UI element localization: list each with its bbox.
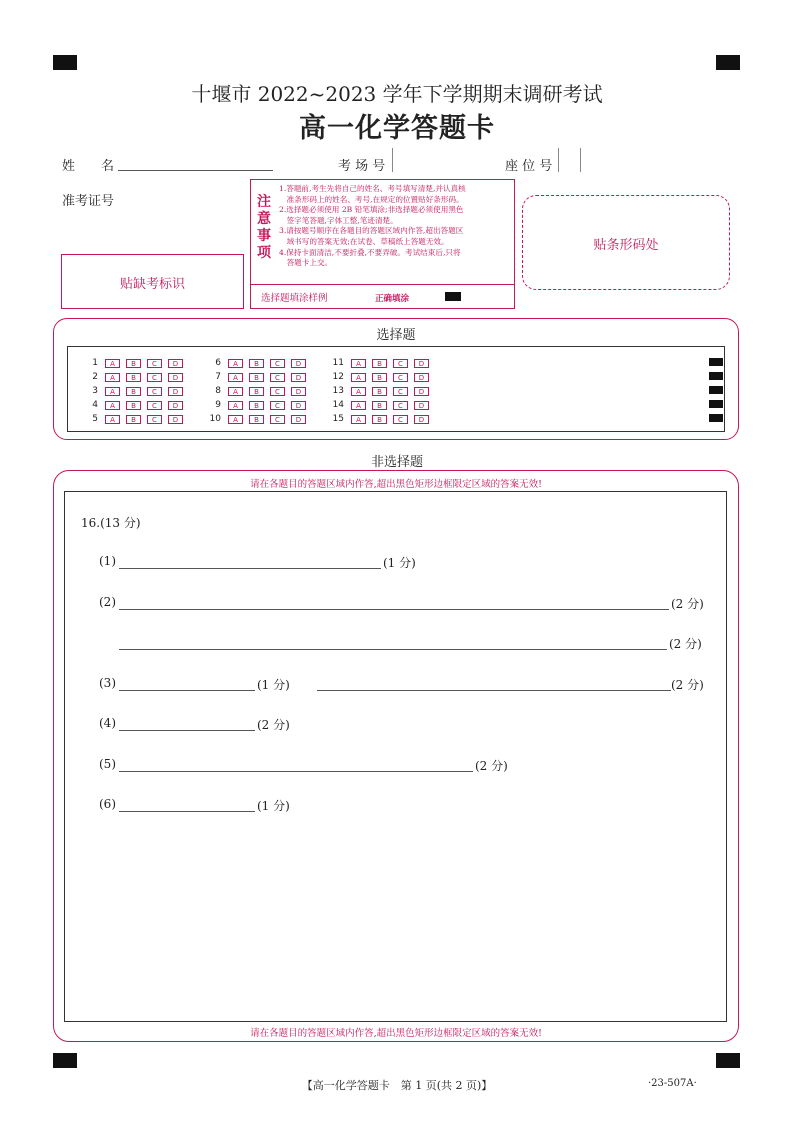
name-label: 姓 名: [62, 159, 115, 174]
option-bubble-b[interactable]: B: [126, 373, 141, 382]
notice-line: 答题卡上交。: [279, 258, 333, 268]
answer-line-6[interactable]: [119, 811, 255, 812]
timing-mark: [709, 358, 723, 366]
part-6-score: (1 分): [257, 799, 290, 813]
question-number: 3: [92, 386, 98, 396]
part-1-label: (1): [99, 554, 116, 568]
option-bubble-c[interactable]: C: [270, 387, 285, 396]
option-bubble-c[interactable]: C: [393, 415, 408, 424]
option-bubble-c[interactable]: C: [270, 415, 285, 424]
part-5-label: (5): [99, 757, 116, 771]
option-bubble-d[interactable]: D: [291, 359, 306, 368]
option-bubble-c[interactable]: C: [270, 401, 285, 410]
notice-char-3: 事: [257, 228, 271, 244]
question-number: 5: [92, 414, 98, 424]
option-bubble-c[interactable]: C: [393, 373, 408, 382]
nonchoice-section-title: 非选择题: [370, 455, 423, 470]
option-bubble-a[interactable]: A: [351, 387, 366, 396]
timing-mark: [709, 414, 723, 422]
option-bubble-c[interactable]: C: [147, 415, 162, 424]
question-number: 14: [332, 400, 344, 410]
option-bubble-c[interactable]: C: [147, 387, 162, 396]
question-number: 11: [332, 358, 344, 368]
question-number: 1: [92, 358, 98, 368]
answer-card-title: 高一化学答题卡: [299, 113, 495, 144]
option-bubble-d[interactable]: D: [291, 415, 306, 424]
part-3-score-b: (2 分): [671, 678, 704, 692]
option-bubble-d[interactable]: D: [291, 373, 306, 382]
room-number-label: 考 场 号: [338, 159, 386, 174]
page-footer: 【高一化学答题卡 第 1 页(共 2 页)】: [301, 1079, 493, 1092]
part-2-label: (2): [99, 595, 116, 609]
option-bubble-b[interactable]: B: [249, 387, 264, 396]
paper-code: ·23-507A·: [648, 1078, 697, 1089]
notice-line: 签字笔答题,字体工整,笔迹清楚。: [279, 215, 398, 225]
choice-section: [53, 318, 739, 440]
option-bubble-b[interactable]: B: [126, 359, 141, 368]
corner-mark-bottom-left: [53, 1053, 77, 1068]
option-bubble-d[interactable]: D: [414, 415, 429, 424]
notice-char-4: 项: [257, 245, 271, 261]
question-number: 15: [332, 414, 344, 424]
option-bubble-c[interactable]: C: [147, 359, 162, 368]
room-number-field[interactable]: [392, 148, 393, 172]
option-bubble-c[interactable]: C: [393, 401, 408, 410]
option-bubble-b[interactable]: B: [126, 401, 141, 410]
option-bubble-d[interactable]: D: [168, 415, 183, 424]
question-number: 2: [92, 372, 98, 382]
option-bubble-d[interactable]: D: [414, 401, 429, 410]
option-bubble-a[interactable]: A: [351, 415, 366, 424]
option-bubble-a[interactable]: A: [351, 359, 366, 368]
choice-section-title: 选择题: [376, 328, 416, 343]
notice-line: 准条形码上的姓名、考号,在规定的位置贴好条形码。: [279, 194, 464, 204]
option-bubble-a[interactable]: A: [351, 373, 366, 382]
part-3-label: (3): [99, 676, 116, 690]
part-1-score: (1 分): [383, 556, 416, 570]
part-2-score-b: (2 分): [669, 637, 702, 651]
seat-number-field[interactable]: [558, 148, 559, 172]
notice-line: 4.保持卡面清洁,不要折叠,不要弄破。考试结束后,只将: [279, 247, 461, 257]
question-number: 10: [209, 414, 221, 424]
notice-line: 2.选择题必须使用 2B 铅笔填涂;非选择题必须使用黑色: [279, 205, 464, 215]
notice-line: 域书写的答案无效;在试卷、草稿纸上答题无效。: [279, 236, 449, 246]
option-bubble-c[interactable]: C: [393, 359, 408, 368]
question-number: 6: [215, 358, 221, 368]
option-bubble-b[interactable]: B: [249, 359, 264, 368]
option-bubble-a[interactable]: A: [351, 401, 366, 410]
option-bubble-d[interactable]: D: [168, 401, 183, 410]
option-bubble-c[interactable]: C: [270, 359, 285, 368]
option-bubble-d[interactable]: D: [291, 401, 306, 410]
answer-area-warning-top: 请在各题目的答题区域内作答,超出黑色矩形边框限定区域的答案无效!: [250, 479, 542, 490]
option-bubble-b[interactable]: B: [372, 373, 387, 382]
notice-line: 1.答题前,考生先将自己的姓名、考号填写清楚,并认真核: [279, 184, 466, 193]
notice-divider: [251, 284, 514, 285]
timing-mark: [709, 400, 723, 408]
missing-exam-sticker-box: [61, 254, 244, 309]
part-6-label: (6): [99, 797, 116, 811]
notice-line: 3.请按题号顺序在各题目的答题区域内作答,超出答题区: [279, 226, 464, 236]
part-4-label: (4): [99, 716, 116, 730]
option-bubble-b[interactable]: B: [249, 373, 264, 382]
answer-area-16: [64, 491, 727, 1022]
option-bubble-c[interactable]: C: [147, 373, 162, 382]
barcode-sticker-box: [522, 195, 730, 290]
option-bubble-d[interactable]: D: [414, 359, 429, 368]
question-number: 4: [92, 400, 98, 410]
answer-area-warning-bottom: 请在各题目的答题区域内作答,超出黑色矩形边框限定区域的答案无效!: [250, 1028, 542, 1039]
option-bubble-b[interactable]: B: [372, 387, 387, 396]
question-number: 13: [332, 386, 344, 396]
option-bubble-b[interactable]: B: [126, 387, 141, 396]
notice-heading: [257, 194, 273, 262]
option-bubble-a[interactable]: A: [105, 387, 120, 396]
option-bubble-b[interactable]: B: [372, 415, 387, 424]
fill-sample-label: 选择题填涂样例: [261, 293, 328, 304]
part-4-score: (2 分): [257, 718, 290, 732]
notice-box: [250, 179, 515, 309]
answer-line-2b[interactable]: [119, 649, 667, 650]
answer-line-2a[interactable]: [119, 609, 669, 610]
question-16-heading: 16.(13 分): [81, 516, 141, 530]
exam-title: 十堰市 2022~2023 学年下学期期末调研考试: [191, 82, 603, 106]
missing-exam-label: 贴缺考标识: [119, 277, 185, 292]
option-bubble-b[interactable]: B: [126, 415, 141, 424]
option-bubble-b[interactable]: B: [372, 359, 387, 368]
corner-mark-top-left: [53, 55, 77, 70]
part-2-score-a: (2 分): [671, 597, 704, 611]
answer-line-3b[interactable]: [317, 690, 671, 691]
option-bubble-d[interactable]: D: [168, 359, 183, 368]
question-number: 9: [215, 400, 221, 410]
option-bubble-c[interactable]: C: [147, 401, 162, 410]
seat-number-divider: [580, 148, 581, 172]
option-bubble-a[interactable]: A: [228, 415, 243, 424]
answer-line-5[interactable]: [119, 771, 473, 772]
correct-fill-sample: [445, 292, 461, 301]
choice-answer-grid: [67, 346, 725, 432]
option-bubble-a[interactable]: A: [228, 373, 243, 382]
option-bubble-d[interactable]: D: [168, 373, 183, 382]
option-bubble-d[interactable]: D: [414, 373, 429, 382]
option-bubble-d[interactable]: D: [291, 387, 306, 396]
part-5-score: (2 分): [475, 759, 508, 773]
corner-mark-bottom-right: [716, 1053, 740, 1068]
option-bubble-c[interactable]: C: [270, 373, 285, 382]
name-field[interactable]: [118, 156, 273, 171]
option-bubble-a[interactable]: A: [105, 415, 120, 424]
correct-fill-label: 正确填涂: [375, 294, 410, 304]
option-bubble-a[interactable]: A: [105, 373, 120, 382]
part-3-score-a: (1 分): [257, 678, 290, 692]
option-bubble-d[interactable]: D: [414, 387, 429, 396]
answer-line-4[interactable]: [119, 730, 255, 731]
timing-mark: [709, 372, 723, 380]
question-number: 7: [215, 372, 221, 382]
timing-mark: [709, 386, 723, 394]
corner-mark-top-right: [716, 55, 740, 70]
question-number: 12: [332, 372, 344, 382]
notice-char-2: 意: [257, 211, 271, 227]
option-bubble-b[interactable]: B: [249, 401, 264, 410]
nonchoice-section: [53, 470, 739, 1042]
option-bubble-d[interactable]: D: [168, 387, 183, 396]
option-bubble-b[interactable]: B: [249, 415, 264, 424]
answer-line-3a[interactable]: [119, 690, 255, 691]
exam-id-label: 准考证号: [62, 194, 115, 209]
seat-number-label: 座 位 号: [505, 159, 553, 174]
question-number: 8: [215, 386, 221, 396]
option-bubble-a[interactable]: A: [228, 387, 243, 396]
answer-line-1[interactable]: [119, 568, 381, 569]
option-bubble-a[interactable]: A: [228, 401, 243, 410]
option-bubble-a[interactable]: A: [105, 401, 120, 410]
option-bubble-b[interactable]: B: [372, 401, 387, 410]
option-bubble-a[interactable]: A: [228, 359, 243, 368]
notice-lines: [279, 184, 466, 269]
option-bubble-a[interactable]: A: [105, 359, 120, 368]
barcode-label: 贴条形码处: [593, 238, 659, 253]
notice-char-1: 注: [257, 194, 271, 210]
option-bubble-c[interactable]: C: [393, 387, 408, 396]
